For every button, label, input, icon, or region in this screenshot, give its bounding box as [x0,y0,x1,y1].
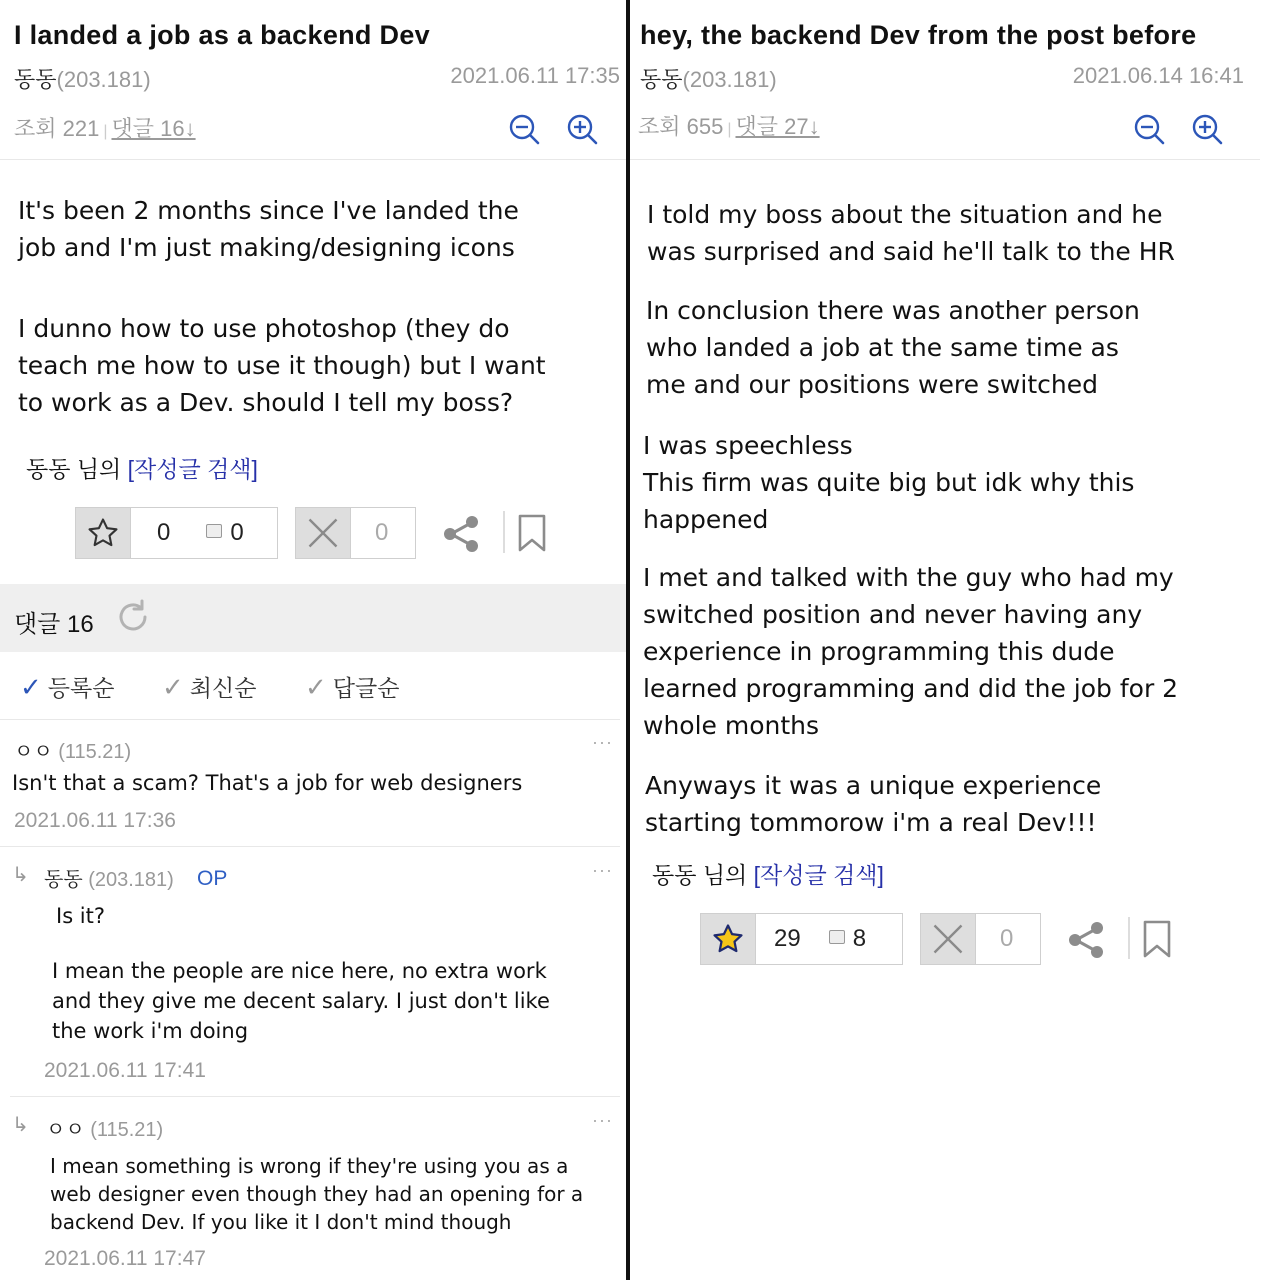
bookmark-button[interactable] [1141,919,1173,964]
star-icon [711,922,745,956]
check-icon: ✓ [162,672,184,702]
op-badge: OP [197,867,228,890]
post-stats [14,112,196,143]
views-count: 조회 655 [638,114,724,139]
refresh-icon [115,599,151,635]
unrecommend-count: 0 [1000,925,1014,952]
unrecommend-box [295,507,416,559]
comment-author-ip: (203.181) [88,869,174,891]
zoom-out-icon [508,113,540,145]
bookmark-icon [1141,919,1173,959]
post-body-paragraph: I dunno how to use photoshop (they do teach me how to use it though) but I want to work as a Dev. should I tell my boss? [18,314,546,417]
check-icon: ✓ [20,672,42,702]
comment-text: Is it? [56,904,106,928]
comment-date: 2021.06.11 17:36 [14,809,176,832]
recommend-count: 29 [774,925,801,952]
stats-separator: | [727,121,732,138]
recommend-box [700,913,903,965]
post-body-paragraph: It's been 2 months since I've landed the job and I'm just making/designing icons [18,196,519,262]
sort-label: 최신순 [189,675,257,701]
zoom-out-icon [1133,113,1165,145]
author-ip: (203.181) [56,67,151,92]
sort-label: 답글순 [332,675,400,701]
reply-arrow-icon: ↳ [12,864,29,886]
divider [10,1096,620,1097]
sort-option-registered[interactable] [20,670,114,703]
author-search-prefix: 동동 님의 [652,862,754,888]
fix-count: 8 [852,925,867,952]
comment-text: I mean the people are nice here, no extra work and they give me decent salary. I just don't like the work i'm doing [52,959,550,1043]
unrecommend-button[interactable] [921,914,976,964]
bookmark-icon [516,513,548,553]
comment-author-name: 동동 [44,869,83,891]
fix-count: 0 [230,519,244,546]
stats-separator: | [103,123,108,140]
check-icon: ✓ [305,672,327,702]
recommend-button[interactable] [76,508,131,558]
post-body-paragraph: I was speechless This firm was quite big but idk why this happened [643,431,1135,534]
post-date: 2021.06.11 17:35 [450,63,620,88]
post-title: I landed a job as a backend Dev [14,20,430,50]
fix-recommend [206,519,243,547]
author-ip: (203.181) [682,67,777,92]
comment-author-name: ㅇㅇ [46,1119,85,1141]
x-icon [305,515,341,551]
post-author[interactable] [14,63,151,94]
sort-option-replies[interactable] [305,670,399,703]
divider [0,719,620,720]
share-icon [441,514,481,554]
author-search [26,451,258,484]
post-date: 2021.06.14 16:41 [1072,63,1244,88]
comment-author [44,863,174,892]
author-name: 동동 [640,67,683,92]
comment-author-ip: (115.21) [90,1119,164,1141]
unrecommend-box [920,913,1041,965]
fix-recommend [829,925,866,953]
sort-option-latest[interactable] [162,670,256,703]
more-icon: ··· [592,860,613,880]
star-icon [86,516,120,550]
refresh-button[interactable] [115,599,151,640]
share-button[interactable] [1066,920,1106,965]
reply-arrow-icon: ↳ [12,1114,29,1136]
post-body-paragraph: I told my boss about the situation and he was surprised and said he'll talk to the HR [647,200,1175,266]
recommend-count: 0 [157,519,171,546]
fix-icon [206,524,222,538]
divider [0,846,620,847]
zoom-in-icon [1191,113,1223,145]
unrecommend-button[interactable] [296,508,351,558]
divider [630,159,1260,160]
more-icon: ··· [592,1110,613,1130]
left-post-pane [0,0,626,1280]
author-name: 동동 [14,67,57,92]
zoom-out-button[interactable] [508,113,540,150]
post-author[interactable] [640,63,777,94]
author-search [652,857,884,890]
zoom-in-button[interactable] [1191,113,1223,150]
comment-text: Isn't that a scam? That's a job for web designers [12,771,523,795]
right-post-pane [630,0,1270,1280]
author-search-prefix: 동동 님의 [26,456,128,482]
unrecommend-count: 0 [375,519,389,546]
zoom-in-button[interactable] [566,113,598,150]
more-button[interactable] [592,860,613,881]
post-title: hey, the backend Dev from the post before [640,20,1197,50]
zoom-out-button[interactable] [1133,113,1165,150]
divider [0,159,626,160]
comment-text: I mean something is wrong if they're using you as a web designer even though they had an opening for a backend Dev. If you like it I don't mind though [50,1154,584,1234]
author-search-link[interactable]: [작성글 검색] [753,862,884,888]
comment-author [46,1113,163,1142]
comment-author-ip: (115.21) [58,741,132,763]
post-body-paragraph: I met and talked with the guy who had my switched position and never having any experience in programming this dude learned programming and did the job for 2 whole months [643,563,1179,740]
vertical-divider [503,511,505,553]
comment-author [14,735,131,764]
share-button[interactable] [441,514,481,559]
post-stats [638,110,820,141]
post-body-paragraph: In conclusion there was another person who landed a job at the same time as me and our positions were switched [646,296,1140,399]
more-button[interactable] [592,732,613,753]
recommend-button[interactable] [701,914,756,964]
fix-icon [829,930,845,944]
more-button[interactable] [592,1110,613,1131]
comment-count-title: 댓글 16 [14,611,94,638]
zoom-in-icon [566,113,598,145]
comment-author-name: ㅇㅇ [14,741,53,763]
x-icon [930,921,966,957]
comment-date: 2021.06.11 17:41 [44,1059,206,1082]
comment-date: 2021.06.11 17:47 [44,1247,206,1270]
share-icon [1066,920,1106,960]
author-search-link[interactable]: [작성글 검색] [127,456,258,482]
recommend-box [75,507,278,559]
sort-label: 등록순 [47,675,115,701]
post-body-paragraph: Anyways it was a unique experience starting tommorow i'm a real Dev!!! [645,771,1102,837]
vertical-divider [1128,917,1130,959]
bookmark-button[interactable] [516,513,548,558]
comment-header-bar [0,584,626,652]
more-icon: ··· [592,732,613,752]
views-count: 조회 221 [14,116,100,141]
comments-link[interactable]: 댓글 27↓ [735,114,820,139]
comments-link[interactable]: 댓글 16↓ [111,116,196,141]
